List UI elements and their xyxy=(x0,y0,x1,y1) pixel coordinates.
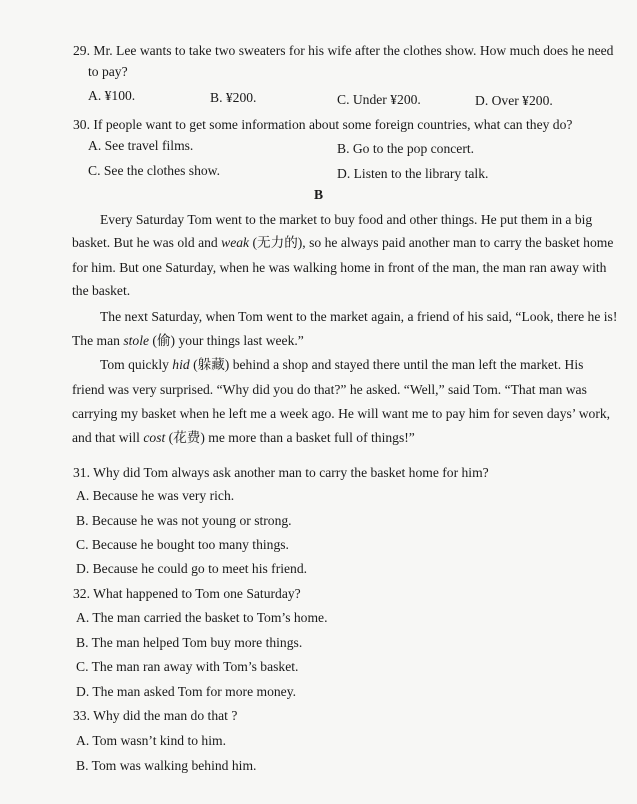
q31-text: 31. Why did Tom always ask another man to carry the basket home for him? xyxy=(73,465,489,480)
q31-option-d: D. Because he could go to meet his friend. xyxy=(76,561,308,576)
passage-p2-line2: The man stole (偷) your things last week.” xyxy=(72,333,304,348)
q32-text: 32. What happened to Tom one Saturday? xyxy=(73,586,301,601)
passage-p1-line4: the basket. xyxy=(72,283,131,298)
q33-text: 33. Why did the man do that ? xyxy=(73,708,238,723)
q29-option-a: A. ¥100. xyxy=(88,88,136,103)
q31-option-b: B. Because he was not young or strong. xyxy=(76,513,292,528)
passage-p1-line1: Every Saturday Tom went to the market to buy food and other things. He put them in a big xyxy=(100,212,593,227)
q32-option-b: B. The man helped Tom buy more things. xyxy=(76,635,303,650)
q32-option-d: D. The man asked Tom for more money. xyxy=(76,684,297,699)
q29-option-b: B. ¥200. xyxy=(210,90,257,105)
section-heading: B xyxy=(313,187,324,202)
q31-option-c: C. Because he bought too many things. xyxy=(76,537,289,552)
q29-text-line2: to pay? xyxy=(88,64,128,79)
word-weak: weak xyxy=(221,235,250,250)
q29-option-d: D. Over ¥200. xyxy=(475,93,553,108)
q29-text-line1: 29. Mr. Lee wants to take two sweaters for his wife after the clothes show. How much does he need xyxy=(73,43,614,58)
passage-p1-line3: for him. But one Saturday, when he was walking home in front of the man, the man ran away with xyxy=(72,260,607,275)
passage-p2-line1: The next Saturday, when Tom went to the market again, a friend of his said, “Look, there he is! xyxy=(100,309,618,324)
passage-p3-line4: and that will cost (花费) me more than a basket full of things!” xyxy=(72,430,415,445)
q30-option-a: A. See travel films. xyxy=(88,138,194,153)
q32-option-c: C. The man ran away with Tom’s basket. xyxy=(76,659,299,674)
q31-option-a: A. Because he was very rich. xyxy=(76,488,235,503)
passage-p3-line2: friend was very surprised. “Why did you do that?” he asked. “Well,” said Tom. “That man was xyxy=(72,382,587,397)
q33-option-b: B. Tom was walking behind him. xyxy=(76,758,257,773)
word-cost: cost xyxy=(143,430,166,445)
q32-option-a: A. The man carried the basket to Tom’s home. xyxy=(76,610,328,625)
q30-option-b: B. Go to the pop concert. xyxy=(337,141,475,156)
q29-option-c: C. Under ¥200. xyxy=(337,92,421,107)
q30-option-c: C. See the clothes show. xyxy=(88,163,221,178)
q30-text: 30. If people want to get some information about some foreign countries, what can they do? xyxy=(73,117,573,132)
passage-p3-line1: Tom quickly hid (躲藏) behind a shop and stayed there until the man left the market. His xyxy=(100,357,584,372)
word-hid: hid xyxy=(172,357,190,372)
word-stole: stole xyxy=(123,333,150,348)
passage-p3-line3: carrying my basket when he left me a week ago. He will want me to pay him for seven days’ work, xyxy=(72,406,611,421)
q33-option-a: A. Tom wasn’t kind to him. xyxy=(76,733,226,748)
passage-p1-line2: basket. But he was old and weak (无力的), so he always paid another man to carry the basket home xyxy=(72,235,614,250)
q30-option-d: D. Listen to the library talk. xyxy=(337,166,489,181)
